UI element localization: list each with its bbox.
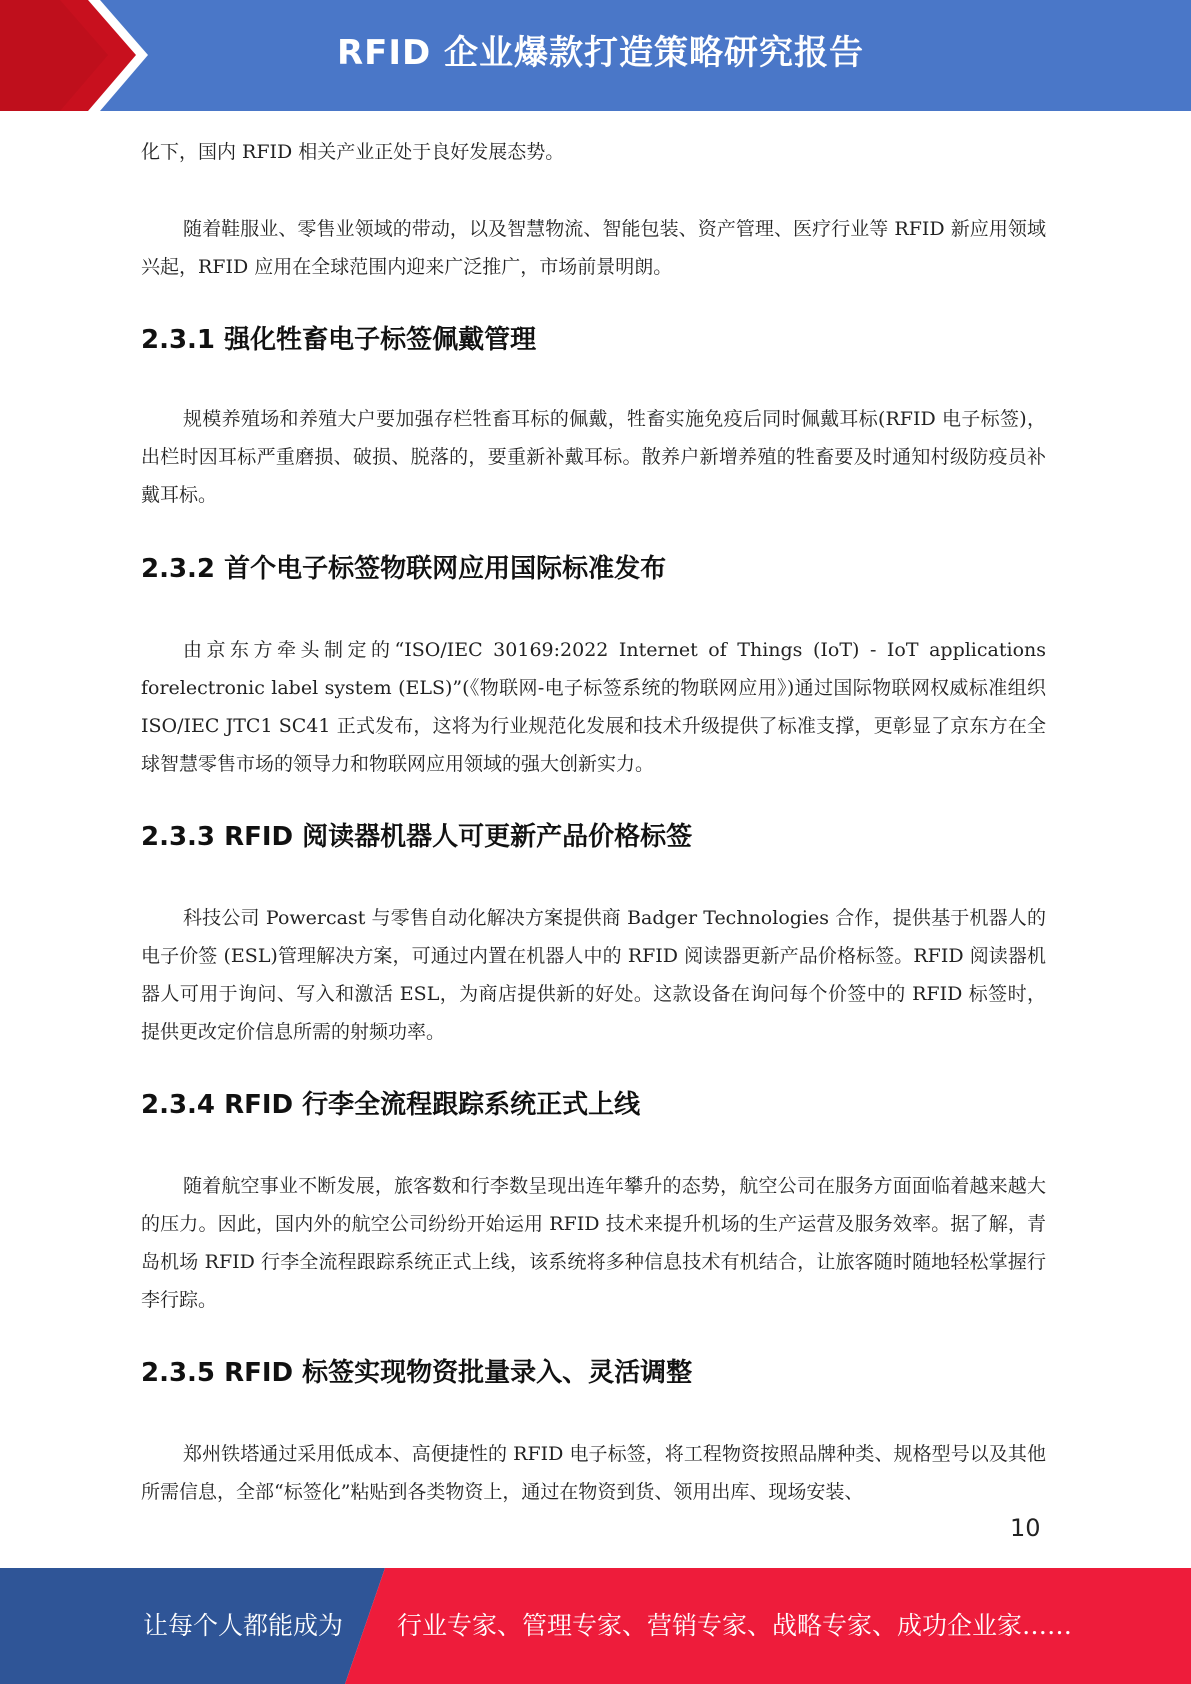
paragraph-intro: 随着鞋服业、零售业领域的带动，以及智慧物流、智能包装、资产管理、医疗行业等 RFID 新应用领域兴起，RFID 应用在全球范围内迎来广泛推广，市场前景明朗。 <box>141 218 1046 278</box>
page-number: 10 <box>1010 1514 1041 1542</box>
paragraph-2-3-2: 由京东方牵头制定的“ISO/IEC 30169:2022 Internet of Things (IoT) - IoT applications forelectronic label system (ELS)”(《物联网-电子标签系统的物联网应用》)通过国际物联网权威标准组织 ISO/IEC JTC1 SC41 正式发布，这将为行业规范化发展和技术升级提供了标准支撑，更彰显了京东方在全球智慧零售市场的领导力和物联网应用领域的强大创新实力。 <box>141 639 1046 775</box>
section-heading-2-3-5: 2.3.5 RFID 标签实现物资批量录入、灵活调整 <box>141 1358 693 1388</box>
footer-slogan-right: 行业专家、管理专家、营销专家、战略专家、成功企业家…… <box>397 1611 1073 1640</box>
page-header <box>0 0 1191 111</box>
paragraph-intro-end: 化下，国内 RFID 相关产业正处于良好发展态势。 <box>141 141 565 163</box>
paragraph-2-3-4: 随着航空事业不断发展，旅客数和行李数呈现出连年攀升的态势，航空公司在服务方面面临着越来越大的压力。因此，国内外的航空公司纷纷开始运用 RFID 技术来提升机场的生产运营及服务效率。据了解，青岛机场 RFID 行李全流程跟踪系统正式上线，该系统将多种信息技术有机结合，让旅客随时随地轻松掌握行李行踪。 <box>141 1175 1046 1311</box>
section-heading-2-3-4: 2.3.4 RFID 行李全流程跟踪系统正式上线 <box>141 1090 641 1120</box>
section-heading-2-3-3: 2.3.3 RFID 阅读器机器人可更新产品价格标签 <box>141 822 693 852</box>
section-heading-2-3-2: 2.3.2 首个电子标签物联网应用国际标准发布 <box>141 554 667 584</box>
section-heading-2-3-1: 2.3.1 强化牲畜电子标签佩戴管理 <box>141 325 537 355</box>
footer-slogan-left: 让每个人都能成为 <box>143 1611 344 1640</box>
paragraph-2-3-3: 科技公司 Powercast 与零售自动化解决方案提供商 Badger Technologies 合作，提供基于机器人的电子价签 (ESL)管理解决方案，可通过内置在机器人中的 RFID 阅读器更新产品价格标签。RFID 阅读器机器人可用于询问、写入和激活 ESL，为商店提供新的好处。这款设备在询问每个价签中的 RFID 标签时，提供更改定价信息所需的射频功率。 <box>141 907 1046 1043</box>
paragraph-2-3-1: 规模养殖场和养殖大户要加强存栏牲畜耳标的佩戴，牲畜实施免疫后同时佩戴耳标(RFID 电子标签)，出栏时因耳标严重磨损、破损、脱落的，要重新补戴耳标。散养户新增养殖的牲畜要及时通知村级防疫员补戴耳标。 <box>141 408 1046 506</box>
paragraph-2-3-5: 郑州铁塔通过采用低成本、高便捷性的 RFID 电子标签，将工程物资按照品牌种类、规格型号以及其他所需信息，全部“标签化”粘贴到各类物资上，通过在物资到货、领用出库、现场安装、 <box>141 1443 1046 1503</box>
report-title: RFID 企业爆款打造策略研究报告 <box>336 33 865 73</box>
page-footer <box>0 1568 1191 1684</box>
